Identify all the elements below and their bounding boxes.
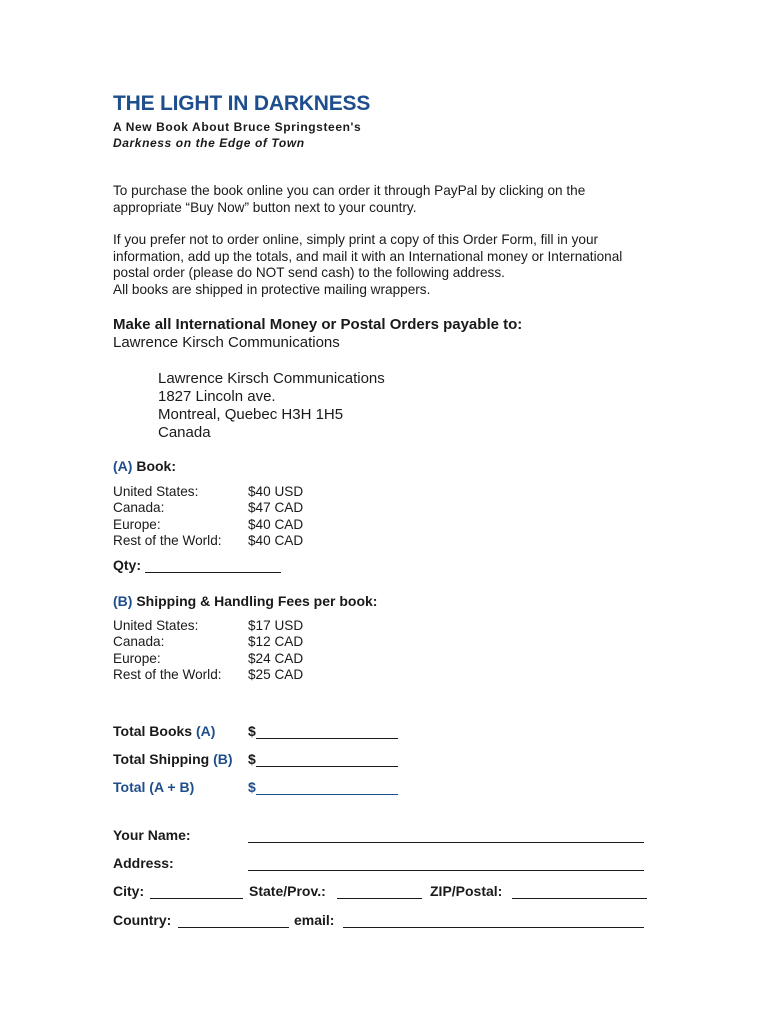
shipping-heading: Shipping & Handling Fees per book: xyxy=(136,593,378,609)
shipping-tag: (B) xyxy=(113,593,133,609)
name-label: Your Name: xyxy=(113,827,191,843)
total-books-field[interactable] xyxy=(256,724,398,739)
state-label: State/Prov.: xyxy=(249,883,326,899)
region-label: Europe: xyxy=(113,650,161,666)
total-shipping-text: Total Shipping xyxy=(113,751,210,767)
currency-symbol: $ xyxy=(248,779,256,795)
intro-p2-line3: postal order (please do NOT send cash) to the following address. xyxy=(113,265,505,280)
price-row xyxy=(113,634,303,650)
total-books-value xyxy=(248,723,398,739)
subtitle-line2: Darkness on the Edge of Town xyxy=(113,136,305,150)
price-value: $40 CAD xyxy=(248,532,304,548)
total-shipping-field[interactable] xyxy=(256,752,398,767)
price-row xyxy=(113,517,303,533)
region-label: Canada: xyxy=(113,500,165,516)
total-shipping-row xyxy=(0,747,770,767)
price-value: $17 USD xyxy=(248,618,304,633)
region-label: Europe: xyxy=(113,516,161,532)
grand-total-value xyxy=(248,779,398,795)
intro-p2-line1: If you prefer not to order online, simply print a copy of this Order Form, fill in your xyxy=(113,232,599,247)
grand-total-row xyxy=(0,775,770,795)
city-field[interactable] xyxy=(150,884,243,899)
price-row xyxy=(113,533,303,549)
address-line: Montreal, Quebec H3H 1H5 xyxy=(158,406,344,423)
zip-label: ZIP/Postal: xyxy=(430,883,503,899)
intro-p1-line1: To purchase the book online you can order it through PayPal by clicking on the xyxy=(113,183,586,198)
total-books-row xyxy=(0,719,770,739)
state-field[interactable] xyxy=(337,884,422,899)
qty-field[interactable] xyxy=(145,558,281,573)
shipping-price-list xyxy=(113,618,303,683)
region-label: United States: xyxy=(113,618,199,633)
name-field[interactable] xyxy=(248,828,644,843)
price-row xyxy=(113,484,303,500)
intro-paragraph-1 xyxy=(113,183,673,216)
grand-total-label: Total (A + B) xyxy=(113,779,195,795)
grand-total-field[interactable] xyxy=(256,780,398,795)
email-field[interactable] xyxy=(343,913,644,928)
address-line: 1827 Lincoln ave. xyxy=(158,388,276,405)
book-price-list xyxy=(113,484,303,549)
price-value: $40 CAD xyxy=(248,516,304,532)
total-books-label xyxy=(113,723,215,739)
payee-name: Lawrence Kirsch Communications xyxy=(113,334,340,351)
book-heading: Book: xyxy=(136,458,176,474)
total-books-tag: (A) xyxy=(195,723,216,739)
total-books-text: Total Books xyxy=(113,723,193,739)
price-value: $24 CAD xyxy=(248,650,304,666)
qty-label: Qty: xyxy=(113,557,141,573)
price-value: $25 CAD xyxy=(248,666,304,682)
country-field[interactable] xyxy=(178,913,289,928)
address-field[interactable] xyxy=(248,856,644,871)
address-line: Lawrence Kirsch Communications xyxy=(158,370,385,387)
shipping-section-heading xyxy=(113,593,377,609)
zip-field[interactable] xyxy=(512,884,647,899)
qty-row xyxy=(113,557,281,573)
email-label: email: xyxy=(294,912,335,928)
price-value: $12 CAD xyxy=(248,634,304,650)
intro-p2-line4: All books are shipped in protective mailing wrappers. xyxy=(113,281,431,297)
page-title: THE LIGHT IN DARKNESS xyxy=(113,92,371,115)
country-label: Country: xyxy=(113,912,172,928)
subtitle-line1: A New Book About Bruce Springsteen's xyxy=(113,120,362,134)
intro-paragraph-2 xyxy=(113,232,673,298)
price-row xyxy=(113,500,303,516)
region-label: Rest of the World: xyxy=(113,532,222,548)
price-value: $40 USD xyxy=(248,484,304,499)
region-label: Rest of the World: xyxy=(113,666,222,682)
address-label: Address: xyxy=(113,855,174,871)
region-label: United States: xyxy=(113,484,199,499)
mailing-address xyxy=(158,370,385,442)
address-line: Canada xyxy=(158,424,211,441)
city-label: City: xyxy=(113,883,145,899)
total-shipping-value xyxy=(248,751,398,767)
total-shipping-label xyxy=(113,751,233,767)
region-label: Canada: xyxy=(113,634,165,650)
price-row xyxy=(113,667,303,683)
book-section-heading xyxy=(113,458,176,474)
book-tag: (A) xyxy=(113,458,133,474)
payable-heading: Make all International Money or Postal Orders payable to: xyxy=(113,316,523,333)
total-shipping-tag: (B) xyxy=(213,751,233,767)
intro-p2-line2: information, add up the totals, and mail it with an International money or International xyxy=(113,248,623,264)
price-value: $47 CAD xyxy=(248,500,304,516)
price-row xyxy=(113,618,303,634)
intro-p1-line2: appropriate “Buy Now” button next to your country. xyxy=(113,199,417,215)
price-row xyxy=(113,651,303,667)
currency-symbol: $ xyxy=(248,723,256,739)
currency-symbol: $ xyxy=(248,751,256,767)
